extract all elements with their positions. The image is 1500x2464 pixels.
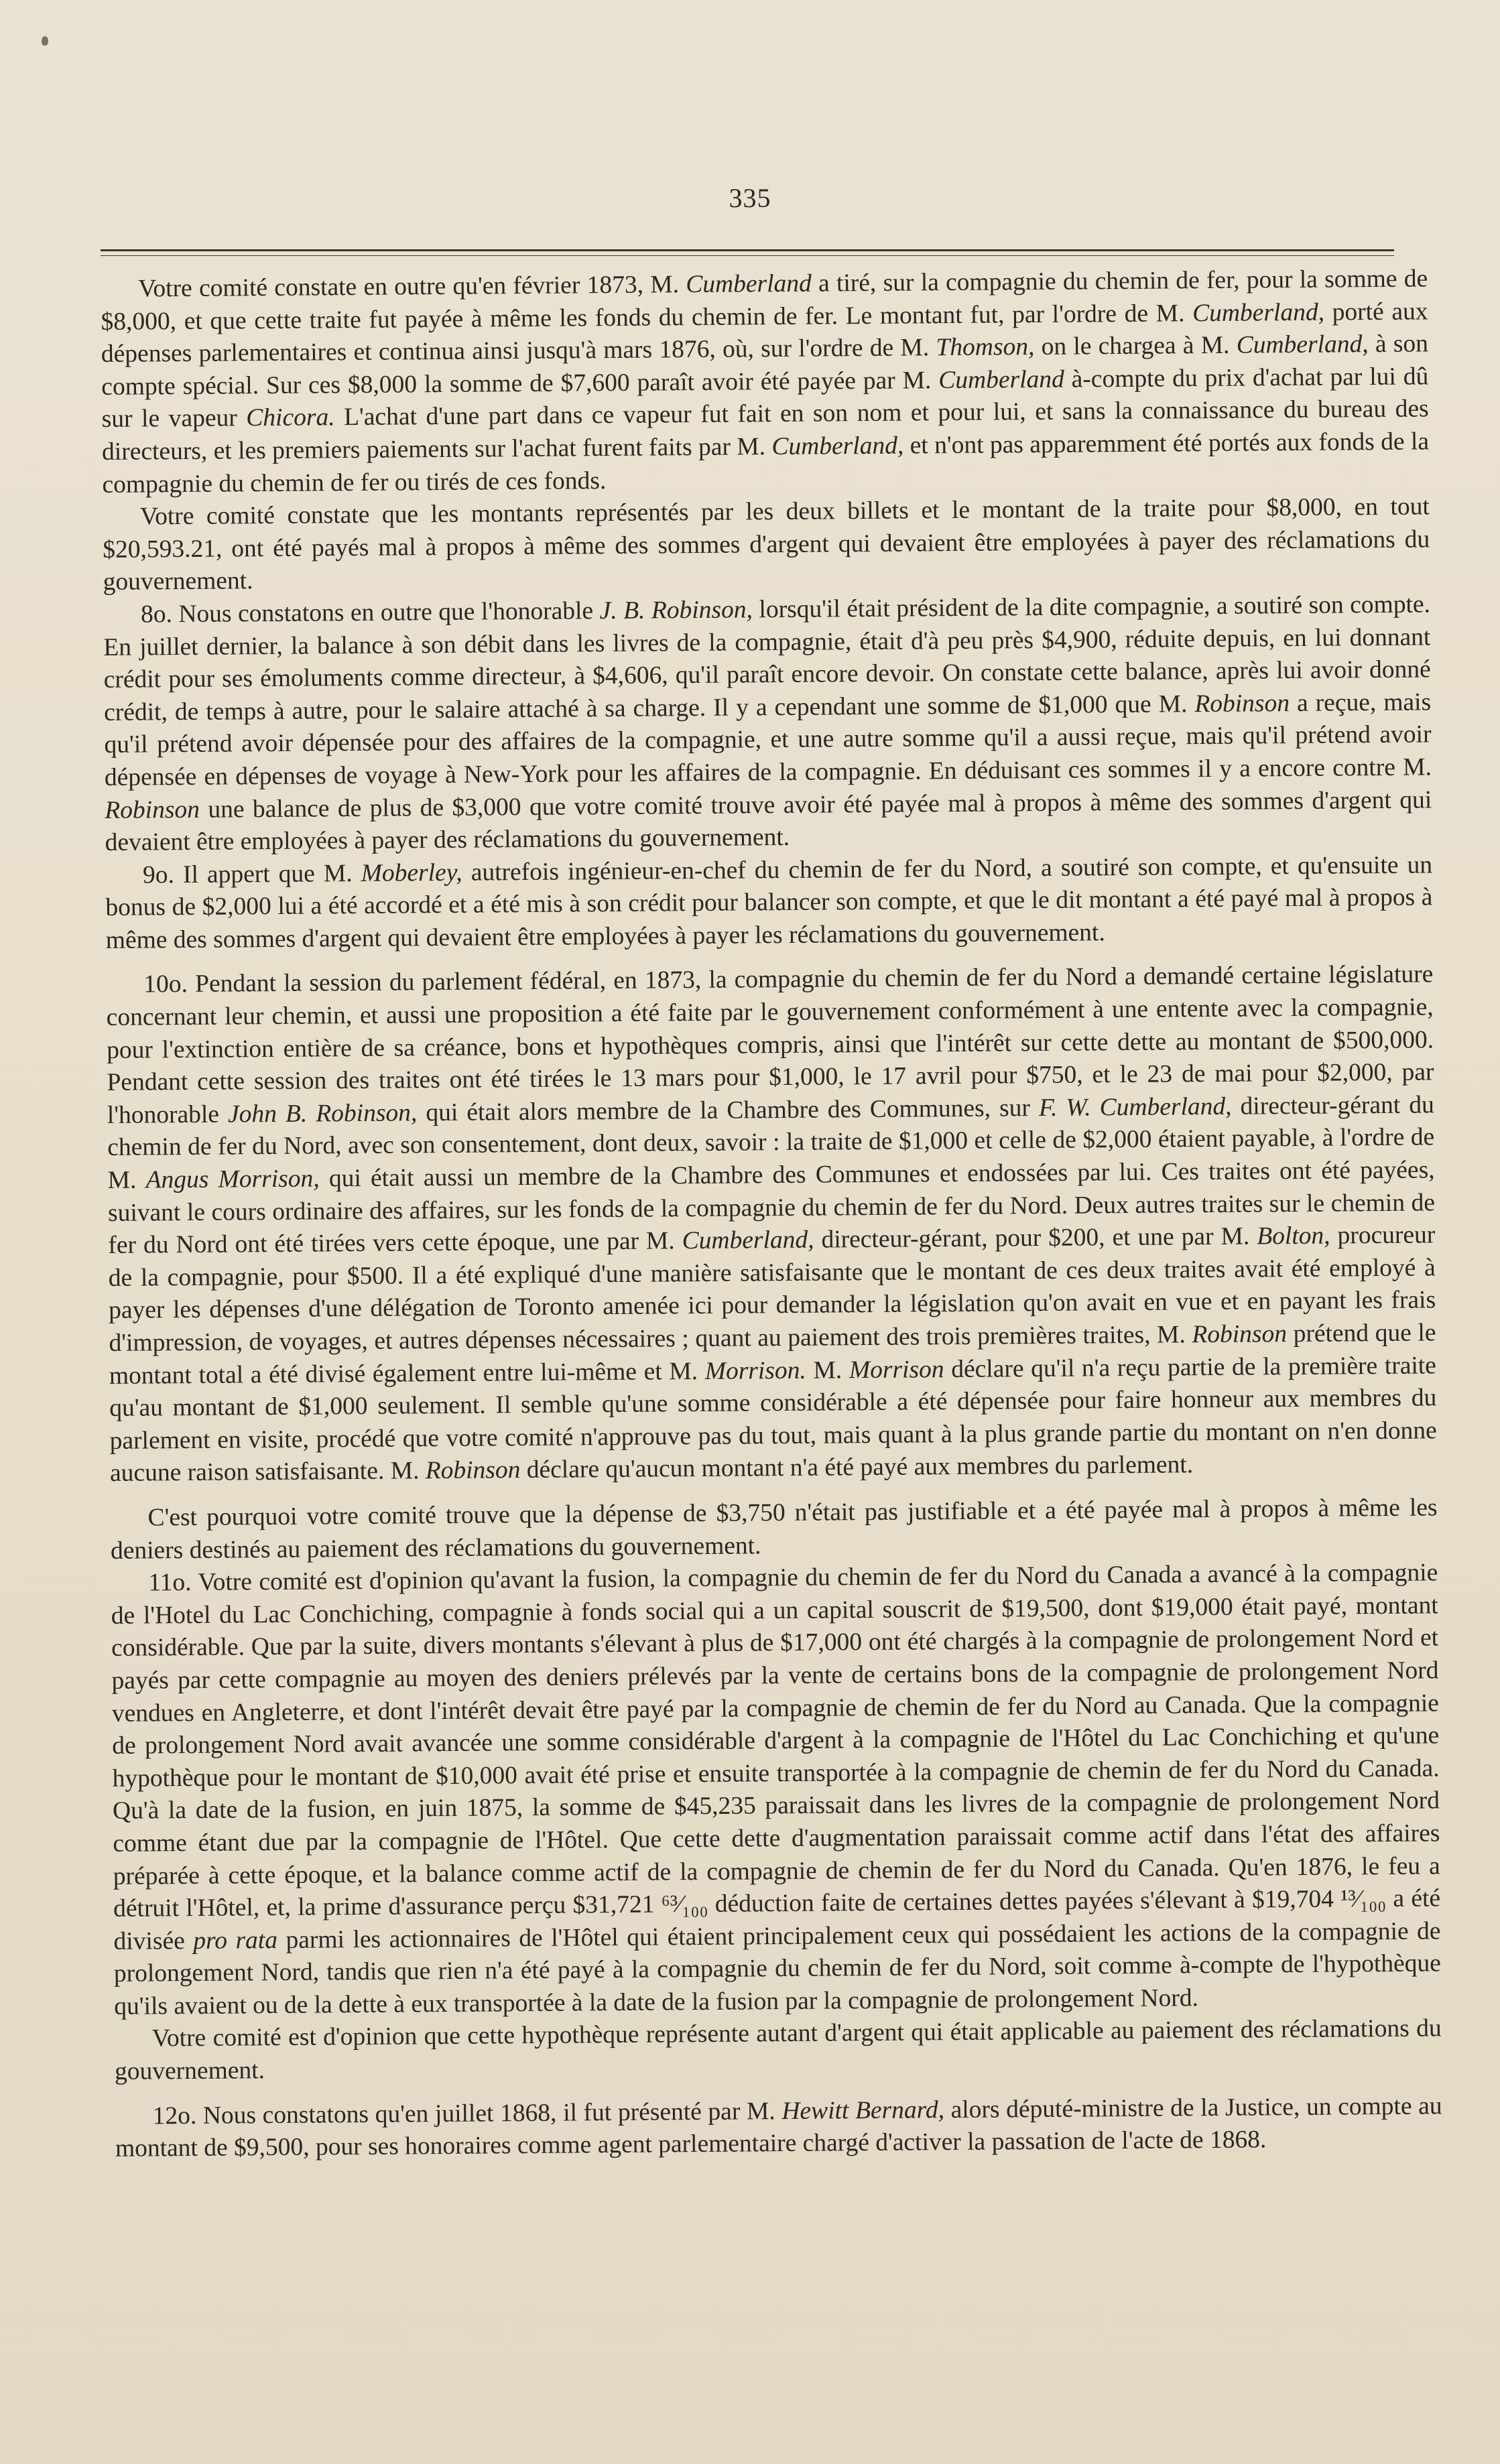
text-run: Votre comité constate que les montants représentés par les deux billets et le montant de la traite pour $8,000, en tout $20,593.21, ont été payés mal à propos à même des sommes d'argent qui devaient être employées à payer des réclamations du gouvernement. <box>103 493 1430 596</box>
paragraph <box>103 491 1430 599</box>
text-run: qui était aussi un membre de la Chambre des Communes et endossées par lui. Ces traites ont été payées, suivant le cours ordinaire des affaires, sur les fonds de la compagnie du chemin de fer du Nord. Deux autres traites sur le chemin de fer du Nord ont été tirées vers cette époque, une par M. <box>107 1156 1436 1260</box>
text-run: ¹³⁄₁₀₀ <box>1340 1885 1387 1913</box>
text-run: alors député-ministre de la Justice, un compte au montant de $9,500, pour ses honoraires comme agent parlementaire chargé d'activer la passation de l'acte de 1868. <box>115 2092 1442 2163</box>
paragraph <box>115 2013 1442 2089</box>
text-run: qui était alors membre de la Chambre des Communes, sur <box>417 1094 1040 1127</box>
italic-name: Angus Morrison, <box>145 1165 320 1194</box>
italic-name: Hewitt Bernard, <box>782 2095 945 2125</box>
paragraph <box>106 959 1437 1490</box>
text-run: porté aux dépenses parlementaires et continua ainsi jusqu'à mars 1876, où, sur l'ordre de M. <box>101 298 1428 369</box>
italic-name: Bolton, <box>1257 1222 1330 1250</box>
text-run: et n'ont pas apparemment été portés aux fonds de la compagnie du chemin de fer ou tirés de ces fonds. <box>102 428 1430 499</box>
page-number: 335 <box>729 183 771 213</box>
text-run: une balance de plus de $3,000 que votre comité trouve avoir été payée mal à propos à même des sommes d'argent qui devaient être employées à payer des réclamations du gouvernement. <box>105 785 1432 857</box>
text-run: parmi les actionnaires de l'Hôtel qui étaient principalement ceux qui possédaient les actions de la compagnie de prolongement Nord, tandis que rien n'a été payé à la compagnie du chemin de fer du Nord, soit comme à-compte de l'hypothèque qu'ils avaient ou de la dette à eux transportée à la date de la fusion par la compagnie de prolongement Nord. <box>113 1917 1442 2020</box>
text-run: 9o. Il appert que M. <box>142 859 361 889</box>
text-run: 12o. Nous constatons qu'en juillet 1868, il fut présenté par M. <box>152 2097 782 2130</box>
text-run: 8o. Nous constatons en outre que l'honorable <box>140 597 600 629</box>
text-run: 10o. Pendant la session du parlement fédéral, en 1873, la compagnie du chemin de fer du Nord a demandé certaine législature concernant leur chemin, et aussi une proposition a été faite par le gouvernement conformément à une entente avec la compagnie, pour l'extinction entière de sa créance, bons et hypothèques compris, ainsi que l'intérêt sur cette dette au montant de $500,000. Pendant cette session des traites ont été tirées le 13 mars pour $1,000, le 17 avril pour $750, et le 23 de mai pour $2,000, par l'honorable <box>106 960 1434 1129</box>
text-run: déclare qu'aucun montant n'a été payé aux membres du parlement. <box>520 1451 1194 1484</box>
italic-name: Robinson <box>1194 689 1290 718</box>
text-run: autrefois ingénieur-en-chef du chemin de fer du Nord, a soutiré son compte, et qu'ensuite un bonus de $2,000 lui a été accordé et a été mis à son crédit pour balancer son compte, et que le dit montant a été payé mal à propos à même des sommes d'argent qui devaient être employées à payer les réclamations du gouvernement. <box>105 851 1433 954</box>
italic-name: Cumberland, <box>1192 298 1325 327</box>
italic-name: Robinson <box>425 1456 521 1485</box>
text-run: à son compte spécial. Sur ces $8,000 la somme de $7,600 paraît avoir été payée par M. <box>101 330 1429 401</box>
text-run: ⁶³⁄₁₀₀ <box>661 1890 708 1919</box>
text-run: procureur de la compagnie, pour $500. Il a été expliqué d'une manière satisfaisante que le montant de ces deux traites avait été employé à payer les dépenses d'une délégation de Toronto amenée ici pour demander la législation qu'on avait en vue et en payant les frais d'impression, de voyages, et autres dépenses nécessaires ; quant au paiement des trois premières traites, M. <box>108 1221 1436 1357</box>
italic-name: Cumberland <box>938 365 1064 394</box>
text-run: on le chargea à M. <box>1034 331 1237 361</box>
text-run: L'achat d'une part dans ce vapeur fut fait en son nom et pour lui, et sans la connaissance du bureau des directeurs, et les premiers paiements sur l'achat furent faits par M. <box>101 395 1429 466</box>
paragraph <box>115 2090 1442 2166</box>
text-run: Votre comité constate en outre qu'en février 1873, M. <box>138 271 686 303</box>
text-run: lorsqu'il était président de la dite compagnie, a soutiré son compte. En juillet dernier, la balance à son débit dans les livres de la compagnie, était d'à peu près $4,900, réduite depuis, en lui donnant crédit pour ses émoluments comme directeur, à $4,606, qu'il paraît encore devoir. On constate cette balance, après lui avoir donné crédit, de temps à autre, pour le salaire attaché à sa charge. Il y a cependant une somme de $1,000 que M. <box>103 590 1431 726</box>
text-run: M. <box>806 1356 850 1384</box>
italic-name: Cumberland, <box>1236 330 1369 359</box>
text-run: a tiré, sur la compagnie du chemin de fer, pour la somme de $8,000, et que cette traite fut payée à même les fonds du chemin de fer. Le montant fut, par l'ordre de M. <box>101 265 1428 336</box>
italic-name: Cumberland, <box>771 432 904 461</box>
italic-name: Cumberland, <box>682 1226 814 1255</box>
header-rule <box>101 249 1394 256</box>
text-run: C'est pourquoi votre comité trouve que la dépense de $3,750 n'était pas justifiable et a été payée mal à propos à même les deniers destinés au paiement des réclamations du gouvernement. <box>110 1494 1438 1565</box>
paragraph <box>110 1492 1438 1567</box>
text-run: a été divisée <box>113 1884 1441 1955</box>
text-run: 11o. Votre comité est d'opinion qu'avant la fusion, la compagnie du chemin de fer du Nord du Canada a avancé à la compagnie de l'Hotel du Lac Conchiching, compagnie à fonds social qui a un capital souscrit de $19,500, dont $19,000 était payé, montant considérable. Que par la suite, divers montants s'élevant à plus de $17,000 ont été chargés à la compagnie de prolongement Nord et payés par cette compagnie au moyen des deniers prélevés par la vente de certains bons de la compagnie de prolongement Nord vendues en Angleterre, et dont l'intérêt devait être payé par la compagnie de chemin de fer du Nord au Canada. Que la compagnie de prolongement Nord avait avancée une somme considérable d'argent à la compagnie de l'Hôtel du Lac Conchiching et qu'une hypothèque pour le montant de $10,000 avait été prise et ensuite transportée à la compagnie de chemin de fer du Nord du Canada. Qu'à la date de la fusion, en juin 1875, la somme de $45,235 paraissait dans les livres de la compagnie de prolongement Nord comme étant due par la compagnie de l'Hôtel. Que cette dette d'augmentation paraissait comme actif dans l'état des affaires préparée à cette époque, et la balance comme actif de la compagnie de chemin de fer du Nord du Canada. Qu'en 1876, le feu a détruit l'Hôtel, et, la prime d'assurance perçu $31,721 <box>111 1559 1440 1923</box>
italic-name: Thomson, <box>936 333 1035 362</box>
italic-name: F. W. Cumberland, <box>1038 1092 1232 1122</box>
italic-name: Robinson <box>105 795 200 824</box>
ink-spot <box>42 36 48 46</box>
text-run: directeur-gérant, pour $200, et une par M. <box>814 1222 1257 1254</box>
text-run: Votre comité est d'opinion que cette hypothèque représente autant d'argent qui était applicable au paiement des réclamations du gouvernement. <box>114 2014 1442 2085</box>
text-run: déclare qu'il n'a reçu partie de la première traite qu'au montant de $1,000 seulement. Il semble qu'une somme considérable a été dépensée pour faire honneur aux membres du parlement en visite, procédé que votre comité n'approuve pas du tout, mais quant à la plus grande partie du montant on n'en donne aucune raison satisfaisante. M. <box>109 1351 1437 1488</box>
italic-name: Robinson <box>1192 1320 1288 1349</box>
paragraph <box>111 1557 1441 2024</box>
italic-name: pro rata <box>193 1926 278 1955</box>
paragraph <box>101 263 1430 501</box>
italic-name: Chicora. <box>246 403 335 432</box>
italic-name: Cumberland <box>686 269 812 299</box>
italic-name: J. B. Robinson, <box>599 596 753 625</box>
paragraph <box>105 849 1433 957</box>
text-run: a reçue, mais qu'il prétend avoir dépensée pour des affaires de la compagnie, et une autre somme qu'il a aussi reçue, mais qu'il prétend avoir dépensée en dépenses de voyage à New-York pour les affaires de la compagnie. En déduisant ces sommes il y a encore contre M. <box>104 688 1432 791</box>
italic-name: Morrison <box>849 1355 944 1384</box>
text-run: prétend que le montant total a été divisé également entre lui-même et M. <box>109 1319 1436 1390</box>
paragraph <box>103 588 1432 859</box>
italic-name: John B. Robinson, <box>227 1099 418 1128</box>
text-run: déduction faite de certaines dettes payées s'élevant à $19,704 <box>708 1885 1341 1919</box>
text-run: directeur-gérant du chemin de fer du Nord, avec son consentement, dont deux, savoir : la traite de $1,000 et celle de $2,000 étaient payable, à l'ordre de M. <box>107 1091 1435 1194</box>
italic-name: Morrison. <box>704 1356 806 1385</box>
italic-name: Moberley, <box>361 858 462 887</box>
body-text <box>101 263 1442 2165</box>
text-run: à-compte du prix d'achat par lui dû sur le vapeur <box>101 363 1429 434</box>
